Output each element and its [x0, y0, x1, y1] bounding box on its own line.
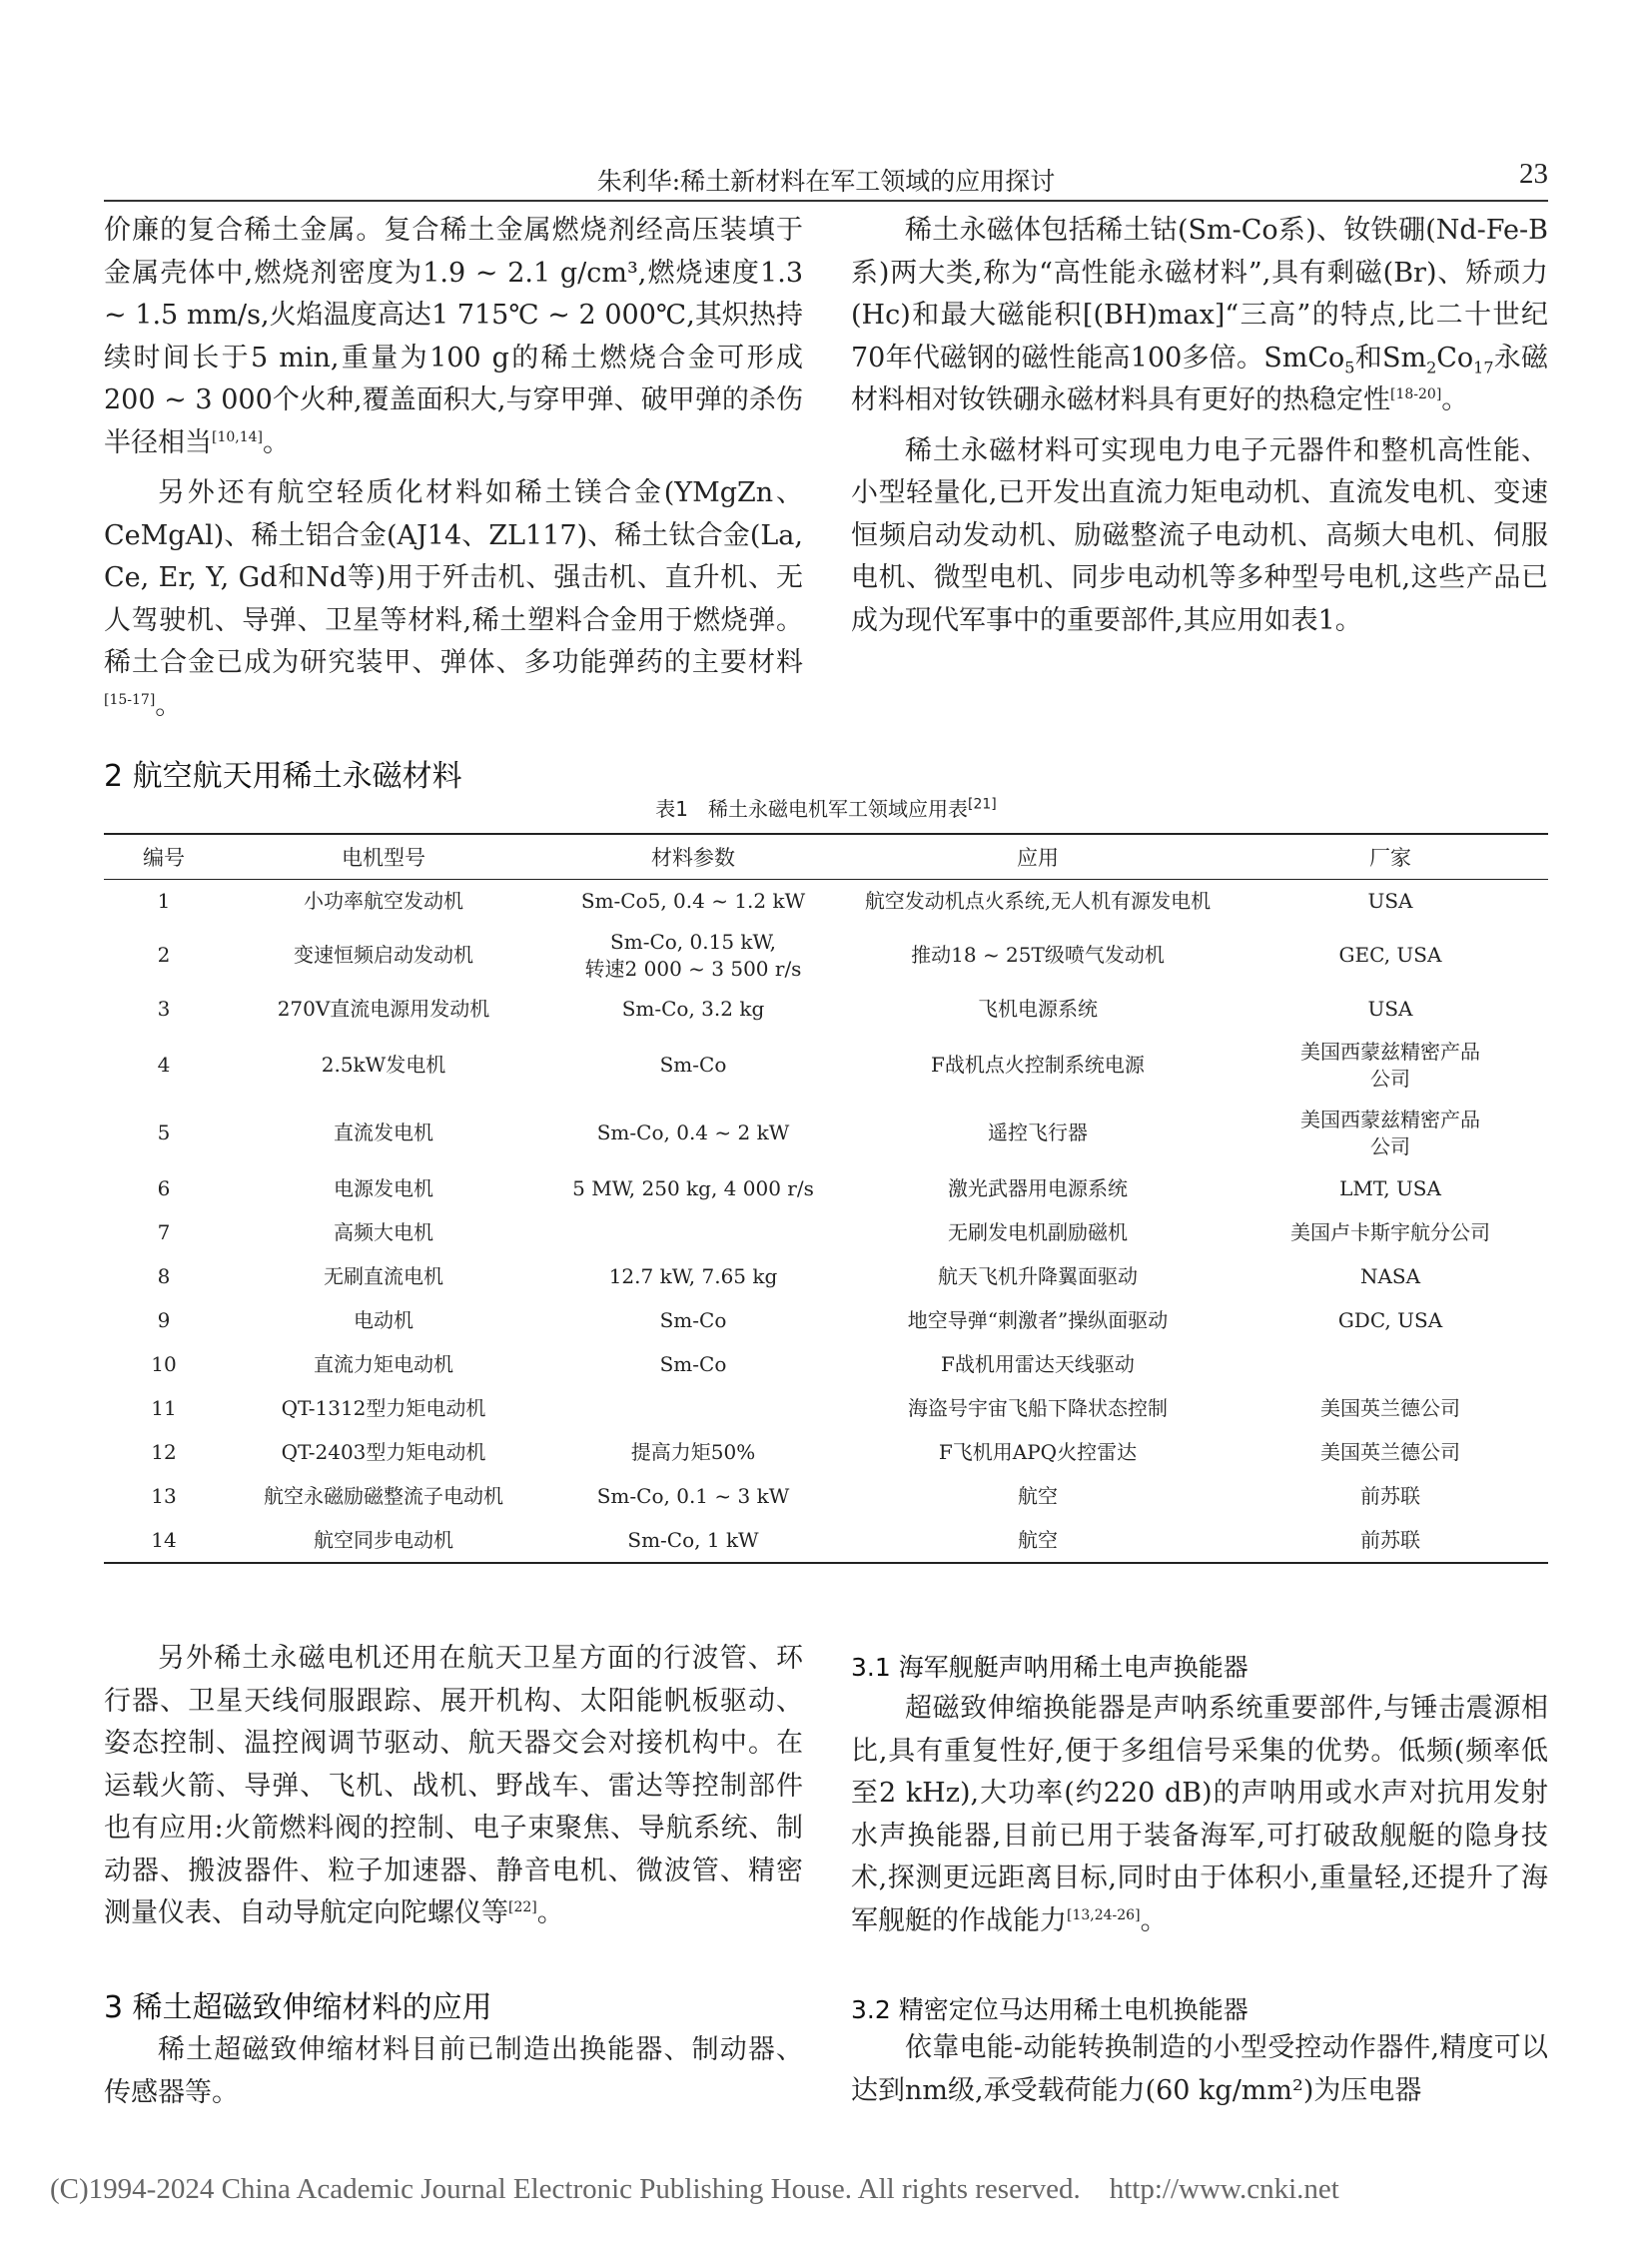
table-cell: 2 [157, 943, 171, 967]
table-cell: 航天飞机升降翼面驱动 [938, 1264, 1138, 1288]
table-cell: NASA [1359, 1264, 1421, 1288]
column-header: 材料参数 [543, 834, 843, 880]
paragraph: 价廉的复合稀土金属。复合稀土金属燃烧剂经高压装填于金属壳体中,燃烧剂密度为1.9 ~ 2.1 g/cm³,燃烧速度1.3 ~ 1.5 mm/s,火焰温度高达1 715℃ ~ 2 000℃,其炽热持续时间长于5 min,重量为100 g的稀土燃烧合金可形成200 ~ 3 000个火种,覆盖面积大,与穿甲弹、破甲弹的杀伤半径相当[10,14]。 [104, 215, 803, 458]
paragraph: 稀土永磁材料可实现电力电子元器件和整机高性能、小型轻量化,已开发出直流力矩电动机、直流发电机、变速恒频启动发动机、励磁整流子电动机、高频大电机、伺服电机、微型电机、同步电动机等多种型号电机,这些产品已成为现代军事中的重要部件,其应用如表1。 [851, 434, 1548, 636]
table-cell: 航空同步电动机 [224, 1519, 543, 1563]
paragraph: 另外还有航空轻质化材料如稀土镁合金(YMgZn、CeMgAl)、稀土铝合金(AJ14、ZL117)、稀土钛合金(La, Ce, Er, Y, Gd和Nd等)用于歼击机、强击机、直升机、无人驾驶机、导弹、卫星等材料,稀土塑料合金用于燃烧弹。稀土合金已成为研究装甲、弹体、多功能弹药的主要材料[15-17]。 [104, 477, 803, 721]
table-cell: 前苏联 [1360, 1484, 1420, 1508]
table-cell: Sm-Co, 1 kW [543, 1519, 843, 1563]
citation: [22] [508, 1899, 537, 1915]
table-row [104, 1519, 1548, 1563]
table-cell: 美国卢卡斯宇航分公司 [1290, 1220, 1490, 1244]
subsection-heading: 3.2 精密定位马达用稀土电机换能器 [851, 1995, 1248, 2024]
table-cell: 提高力矩50% [630, 1440, 756, 1464]
table-cell: 6 [157, 1176, 171, 1200]
running-header [104, 156, 1548, 202]
table-cell: 遥控飞行器 [988, 1121, 1088, 1144]
table-body [104, 880, 1548, 1563]
table-cell: 航空 [843, 1519, 1233, 1563]
table-cell: 航空发动机点火系统,无人机有源发电机 [864, 889, 1212, 914]
table-cell [1233, 1343, 1548, 1387]
left-column-bottom [104, 1638, 803, 1935]
table-row [104, 1167, 1548, 1211]
table-row [104, 988, 1548, 1032]
table-caption: 表1 稀土永磁电机军工领域应用表[21] [655, 796, 997, 821]
table-cell: LMT, USA [1339, 1176, 1441, 1200]
table-row [104, 1100, 1548, 1167]
table-cell: 14 [104, 1519, 224, 1563]
table-row [104, 924, 1548, 988]
table-cell: F战机点火控制系统电源 [931, 1053, 1145, 1077]
column-header: 电机型号 [224, 834, 543, 880]
right-column-top [851, 210, 1548, 642]
table-cell: 2.5kW发电机 [321, 1053, 446, 1077]
table-cell: 美国西蒙兹精密产品 公司 [1300, 1107, 1480, 1158]
table-cell: 7 [157, 1220, 171, 1244]
table-cell: QT-2403型力矩电动机 [281, 1440, 486, 1464]
copyright-text: (C)1994-2024 China Academic Journal Electronic Publishing House. All rights reserved. [50, 2173, 1081, 2205]
table-cell: Sm-Co [659, 1053, 727, 1077]
table-cell: 推动18 ~ 25T级喷气发动机 [911, 943, 1165, 967]
table-cell: Sm-Co, 0.4 ~ 2 kW [596, 1121, 790, 1144]
table-row [104, 1211, 1548, 1255]
citation: [18-20] [1390, 386, 1442, 402]
table-cell: 无刷发电机副励磁机 [948, 1220, 1128, 1244]
table-cell: 12.7 kW, 7.65 kg [608, 1264, 778, 1288]
table-cell: 地空导弹“刺激者”操纵面驱动 [907, 1308, 1169, 1332]
table-cell: Sm-Co [659, 1308, 727, 1332]
column-header: 应用 [843, 834, 1233, 880]
motor-application-table [104, 833, 1548, 1564]
table-row [104, 1032, 1548, 1100]
table-row [104, 1299, 1548, 1343]
paragraph: 依靠电能-动能转换制造的小型受控动作器件,精度可以达到nm级,承受载荷能力(60 kg/mm²)为压电器 [851, 2032, 1548, 2106]
table-cell: Sm-Co, 3.2 kg [621, 997, 765, 1021]
left-column-top [104, 210, 803, 727]
paragraph: 超磁致伸缩换能器是声呐系统重要部件,与锤击震源相比,具有重复性好,便于多组信号采集的优势。低频(频率低至2 kHz),大功率(约220 dB)的声呐用或水声对抗用发射水声换能器,目前已用于装备海军,可打破敌舰艇的隐身技术,探测更远距离目标,同时由于体积小,重量轻,还提升了海军舰艇的作战能力[13,24-26]。 [851, 1693, 1548, 1936]
table-cell: F飞机用APQ火控雷达 [938, 1440, 1138, 1464]
table-cell [543, 1387, 843, 1431]
table-cell: 海盗号宇宙飞船下降状态控制 [908, 1396, 1168, 1420]
table-cell: 变速恒频启动发动机 [294, 943, 473, 967]
table-cell: 3 [157, 997, 171, 1021]
table-cell: 美国西蒙兹精密产品 公司 [1300, 1039, 1480, 1091]
table-cell: 5 [157, 1121, 171, 1144]
section-heading: 3 稀土超磁致伸缩材料的应用 [104, 1990, 492, 2025]
table-cell [543, 1211, 843, 1255]
table-cell: USA [1367, 997, 1413, 1021]
table-cell: 直流力矩电动机 [314, 1352, 453, 1376]
table-cell: 12 [151, 1440, 177, 1464]
table-row [104, 1475, 1548, 1519]
column-header: 厂家 [1233, 834, 1548, 880]
paragraph: 稀土超磁致伸缩材料目前已制造出换能器、制动器、传感器等。 [104, 2034, 803, 2108]
table-cell: 8 [157, 1264, 171, 1288]
table-cell: GDC, USA [1337, 1308, 1443, 1332]
table-row [104, 1343, 1548, 1387]
copyright-footer [50, 2173, 1608, 2206]
table-cell: 电源发电机 [334, 1176, 433, 1200]
cnki-url: http://www.cnki.net [1109, 2173, 1339, 2205]
table-header-row [104, 834, 1548, 880]
table-cell: 高频大电机 [334, 1220, 433, 1244]
subsection-heading: 3.1 海军舰艇声呐用稀土电声换能器 [851, 1653, 1248, 1682]
table-cell: 美国英兰德公司 [1320, 1440, 1460, 1464]
table-cell: Sm-Co, 0.15 kW, 转速2 000 ~ 3 500 r/s [584, 929, 802, 981]
table-cell: 1 [157, 889, 171, 914]
running-title: 朱利华:稀土新材料在军工领域的应用探讨 [596, 167, 1056, 196]
right-column-bottom [851, 1688, 1548, 1942]
table-cell: 小功率航空发动机 [304, 889, 463, 914]
table-cell: 4 [157, 1053, 171, 1077]
table-cell: 美国英兰德公司 [1320, 1396, 1460, 1420]
table-cell: GEC, USA [1338, 943, 1442, 967]
paragraph: 稀土永磁体包括稀土钴(Sm-Co系)、钕铁硼(Nd-Fe-B系)两大类,称为“高性能永磁材料”,具有剩磁(Br)、矫顽力(Hc)和最大磁能积[(BH)max]“三高”的特点,比二十世纪70年代磁钢的磁性能高100多倍。SmCo$_5$和$Sm_2Co_{17}$永磁材料相对钕铁硼永磁材料具有更好的热稳定性[18-20]。 [851, 215, 1549, 415]
table-cell: 航空 [1018, 1484, 1058, 1508]
table-cell: 电动机 [354, 1308, 413, 1332]
table-cell: QT-1312型力矩电动机 [281, 1396, 486, 1420]
table-row [104, 1387, 1548, 1431]
section-heading: 2 航空航天用稀土永磁材料 [104, 759, 462, 794]
citation: [15-17] [104, 691, 156, 708]
table-cell: 9 [157, 1308, 171, 1332]
table-cell: 270V直流电源用发动机 [277, 997, 490, 1021]
table-cell: F战机用雷达天线驱动 [941, 1352, 1135, 1376]
left-column-bottom-2 [104, 2029, 803, 2114]
right-column-bottom-2 [851, 2027, 1548, 2112]
column-header: 编号 [104, 834, 224, 880]
table-cell: 10 [151, 1352, 177, 1376]
table-cell: Sm-Co5, 0.4 ~ 1.2 kW [580, 889, 806, 914]
paragraph: 另外稀土永磁电机还用在航天卫星方面的行波管、环行器、卫星天线伺服跟踪、展开机构、太阳能帆板驱动、姿态控制、温控阀调节驱动、航天器交会对接机构中。在运载火箭、导弹、飞机、战机、野战车、雷达等控制部件也有应用:火箭燃料阀的控制、电子束聚焦、导航系统、制动器、搬波器件、粒子加速器、静音电机、微波管、精密测量仪表、自动导航定向陀螺仪等[22]。 [104, 1643, 803, 1928]
table-row [104, 880, 1548, 924]
page-number: 23 [1519, 158, 1548, 190]
citation: [10,14] [212, 428, 264, 445]
table-cell: Sm-Co [659, 1352, 727, 1376]
table-row [104, 1255, 1548, 1299]
table-cell: 航空永磁励磁整流子电动机 [264, 1484, 503, 1508]
citation: [13,24-26] [1067, 1906, 1141, 1923]
table-cell: USA [1367, 889, 1413, 914]
table-cell: 前苏联 [1233, 1519, 1548, 1563]
table-cell: 飞机电源系统 [978, 997, 1098, 1021]
table-cell: 11 [151, 1396, 177, 1420]
table-cell: Sm-Co, 0.1 ~ 3 kW [596, 1484, 790, 1508]
table-row [104, 1431, 1548, 1475]
table-cell: 5 MW, 250 kg, 4 000 r/s [572, 1176, 814, 1200]
table-cell: 无刷直流电机 [324, 1264, 443, 1288]
table-cell: 激光武器用电源系统 [948, 1176, 1128, 1200]
table-cell: 直流发电机 [334, 1121, 433, 1144]
table-cell: 13 [151, 1484, 177, 1508]
citation: [21] [967, 796, 997, 813]
